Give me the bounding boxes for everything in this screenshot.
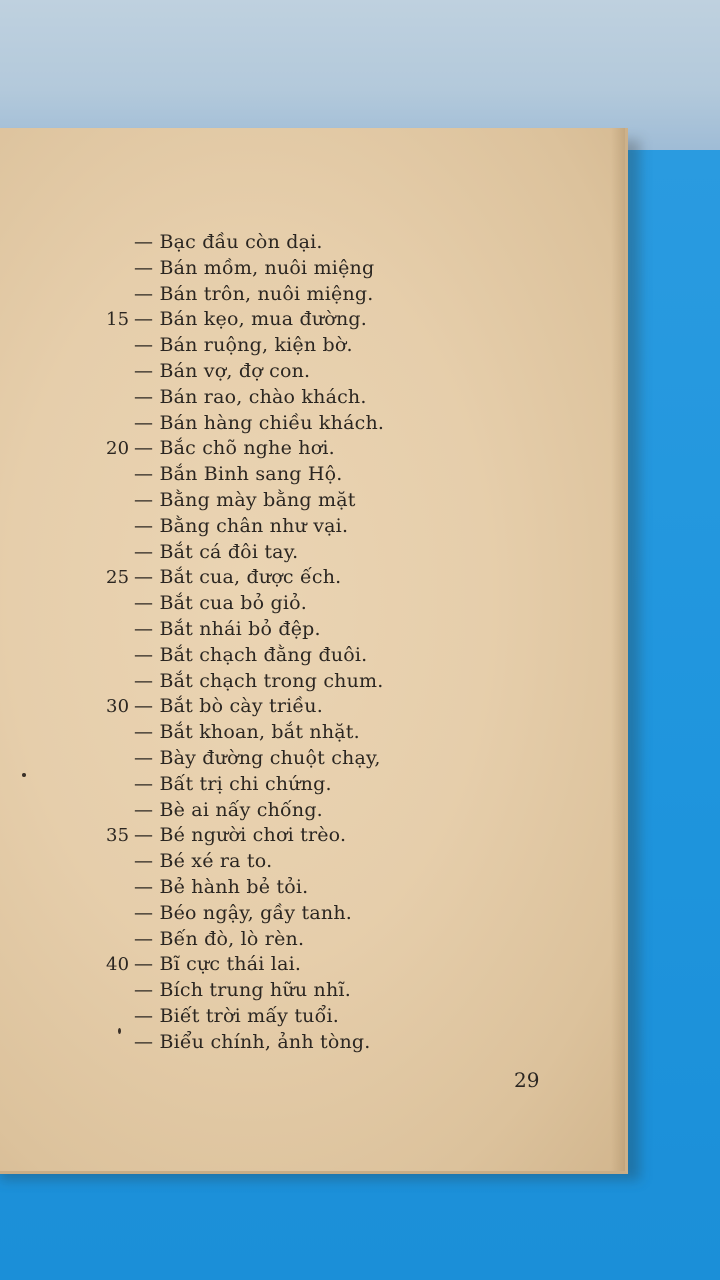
proverb-text: — Biểu chính, ảnh tòng. — [134, 1030, 371, 1053]
proverb-text: — Bắn Binh sang Hộ. — [134, 463, 343, 486]
proverb-text: — Bắt khoan, bắt nhặt. — [134, 721, 360, 744]
line-number: 30 — [106, 696, 130, 718]
proverb-text: — Bắc chõ nghe hơi. — [134, 437, 335, 460]
proverb-line — [98, 462, 458, 488]
proverb-line — [98, 720, 458, 746]
proverb-line — [98, 488, 458, 514]
proverb-text: — Bán trôn, nuôi miệng. — [134, 282, 374, 305]
proverb-line — [98, 1030, 458, 1056]
line-number: 25 — [106, 567, 130, 589]
proverb-line — [98, 565, 458, 591]
line-number: 35 — [106, 825, 130, 847]
proverb-text: — Biết trời mấy tuổi. — [134, 1004, 339, 1027]
proverb-text: — Bích trung hữu nhĩ. — [134, 979, 351, 1002]
proverb-line — [98, 411, 458, 437]
proverb-line — [98, 798, 458, 824]
proverb-text: — Bắt cá đôi tay. — [134, 540, 299, 563]
proverb-line — [98, 978, 458, 1004]
proverb-text: — Bẻ hành bẻ tỏi. — [134, 875, 309, 898]
proverb-line — [98, 591, 458, 617]
line-number: 20 — [106, 438, 130, 460]
proverb-text: — Bắt bò cày triều. — [134, 695, 323, 718]
proverb-line — [98, 256, 458, 282]
proverb-line — [98, 823, 458, 849]
proverb-line — [98, 230, 458, 256]
page-edge — [611, 128, 625, 1171]
book-page — [0, 128, 628, 1174]
proverb-text: — Bằng mày bằng mặt — [134, 488, 356, 511]
proverb-text: — Bến đò, lò rèn. — [134, 927, 305, 950]
proverb-text: — Bè ai nấy chống. — [134, 798, 323, 821]
line-number: 15 — [106, 309, 130, 331]
proverb-text: — Bằng chân như vại. — [134, 514, 349, 537]
proverb-text: — Béo ngậy, gầy tanh. — [134, 901, 352, 924]
proverb-line — [98, 875, 458, 901]
proverb-line — [98, 746, 458, 772]
proverb-text: — Bán mồm, nuôi miệng — [134, 256, 375, 279]
proverb-text: — Bắt chạch trong chum. — [134, 669, 384, 692]
proverb-line — [98, 1004, 458, 1030]
proverb-text: — Bé người chơi trèo. — [134, 824, 347, 847]
proverb-line — [98, 436, 458, 462]
proverb-line — [98, 359, 458, 385]
proverb-line — [98, 540, 458, 566]
proverb-line — [98, 333, 458, 359]
proverb-text: — Bắt cua, được ếch. — [134, 566, 342, 589]
proverb-text: — Bán vợ, đợ con. — [134, 359, 311, 382]
proverb-text: — Bạc đầu còn dại. — [134, 231, 323, 253]
proverb-line — [98, 772, 458, 798]
proverb-text: — Bắt chạch đằng đuôi. — [134, 643, 368, 666]
proverb-text: — Bất trị chi chứng. — [134, 772, 332, 795]
proverb-text: — Bắt cua bỏ giỏ. — [134, 592, 308, 615]
proverb-text: — Bán kẹo, mua đường. — [134, 308, 367, 331]
ink-speck — [118, 1028, 121, 1034]
proverb-line — [98, 514, 458, 540]
proverb-line — [98, 694, 458, 720]
proverb-text: — Bày đường chuột chạy, — [134, 746, 381, 769]
proverb-list — [98, 230, 458, 1056]
proverb-text: — Bán ruộng, kiện bờ. — [134, 334, 353, 357]
proverb-text: — Bắt nhái bỏ đệp. — [134, 617, 321, 640]
proverb-line — [98, 617, 458, 643]
proverb-line — [98, 643, 458, 669]
proverb-line — [98, 385, 458, 411]
proverb-line — [98, 952, 458, 978]
ink-speck — [22, 773, 26, 777]
proverb-line — [98, 282, 458, 308]
proverb-text: — Bán hàng chiều khách. — [134, 411, 385, 434]
page-number: 29 — [514, 1068, 540, 1092]
proverb-line — [98, 927, 458, 953]
proverb-line — [98, 901, 458, 927]
proverb-line — [98, 849, 458, 875]
proverb-line — [98, 669, 458, 695]
line-number: 40 — [106, 954, 130, 976]
proverb-text: — Bĩ cực thái lai. — [134, 953, 302, 976]
proverb-line — [98, 307, 458, 333]
proverb-text: — Bé xé ra to. — [134, 850, 273, 873]
proverb-text: — Bán rao, chào khách. — [134, 385, 367, 408]
